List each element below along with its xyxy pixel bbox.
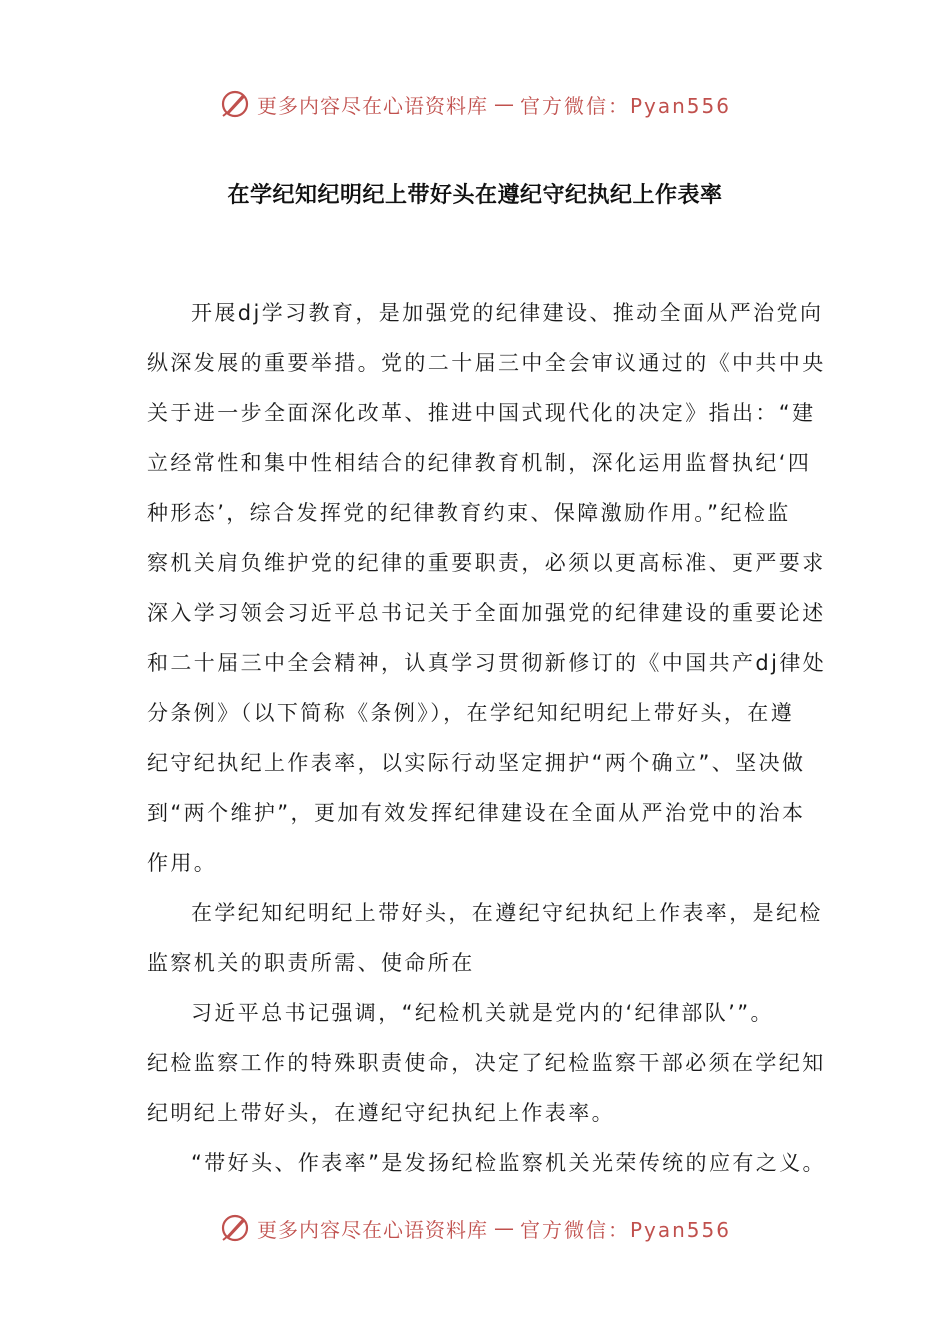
body-line: 种形态’，综合发挥党的纪律教育约束、保障激励作用。”纪检监 bbox=[147, 501, 791, 525]
body-line: 在学纪知纪明纪上带好头，在遵纪守纪执纪上作表率，是纪检 bbox=[191, 901, 823, 925]
body-line: “带好头、作表率”是发扬纪检监察机关光荣传统的应有之义。 bbox=[191, 1151, 826, 1175]
body-line: 到“两个维护”，更加有效发挥纪律建设在全面从严治党中的治本 bbox=[147, 801, 806, 825]
body-line: 察机关肩负维护党的纪律的重要职责，必须以更高标准、更严要求 bbox=[147, 551, 826, 575]
watermark-dash: — bbox=[493, 92, 514, 116]
body-line: 纪检监察工作的特殊职责使命，决定了纪检监察干部必须在学纪知 bbox=[147, 1051, 826, 1075]
footer-watermark bbox=[0, 1208, 950, 1248]
body-line: 纪守纪执纪上作表率，以实际行动坚定拥护“两个确立”、坚决做 bbox=[147, 751, 806, 775]
quill-logo-icon bbox=[219, 1212, 251, 1244]
body-line: 立经常性和集中性相结合的纪律教育机制，深化运用监督执纪‘四 bbox=[147, 451, 812, 475]
watermark-official-text: 官方微信：Pyan556 bbox=[519, 93, 731, 118]
body-line: 开展dj学习教育，是加强党的纪律建设、推动全面从严治党向 bbox=[191, 301, 824, 325]
body-line: 作用。 bbox=[147, 851, 218, 875]
watermark-site-text: 更多内容尽在心语资料库 bbox=[256, 93, 488, 118]
body-line: 纵深发展的重要举措。党的二十届三中全会审议通过的《中共中央 bbox=[147, 351, 826, 375]
body-line: 关于进一步全面深化改革、推进中国式现代化的决定》指出：“建 bbox=[147, 401, 816, 425]
body-line: 监察机关的职责所需、使命所在 bbox=[147, 951, 475, 975]
document-title: 在学纪知纪明纪上带好头在遵纪守纪执纪上作表率 bbox=[227, 183, 723, 208]
body-line: 深入学习领会习近平总书记关于全面加强党的纪律建设的重要论述 bbox=[147, 601, 826, 625]
quill-logo-icon bbox=[219, 88, 251, 120]
watermark-official-text: 官方微信：Pyan556 bbox=[519, 1217, 731, 1242]
body-line: 和二十届三中全会精神，认真学习贯彻新修订的《中国共产dj律处 bbox=[147, 651, 827, 675]
body-line: 纪明纪上带好头，在遵纪守纪执纪上作表率。 bbox=[147, 1101, 615, 1125]
body-line: 分条例》（以下简称《条例》），在学纪知纪明纪上带好头，在遵 bbox=[147, 701, 795, 725]
document-body bbox=[147, 288, 827, 1188]
watermark-site-text: 更多内容尽在心语资料库 bbox=[256, 1217, 488, 1242]
header-watermark bbox=[0, 84, 950, 124]
watermark-dash: — bbox=[493, 1216, 514, 1240]
body-line: 习近平总书记强调，“纪检机关就是党内的‘纪律部队’”。 bbox=[191, 1001, 774, 1025]
